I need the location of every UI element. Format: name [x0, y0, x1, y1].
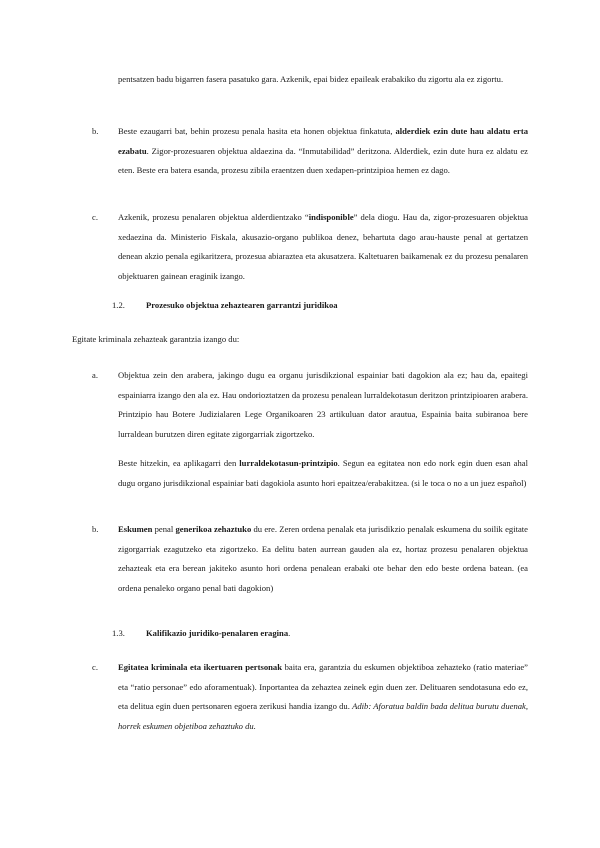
- section-heading-1-2: [112, 298, 338, 312]
- paragraph-a-note: Beste hitzekin, ea aplikagarri den lurraldekotasun-printzipio. Segun ea egitatea non edo nork egin duen esan ahal dugu organo jurisdikzional espainiar bati dagokiola asunto hori epaitzea/erabakitzea. (si le toca o no a un juez español): [118, 458, 528, 488]
- paragraph-continuation: pentsatzen badu bigarren fasera pasatuko gara. Azkenik, epai bidez epaileak erabakiko du zigortu ala ez zigortu.: [118, 74, 504, 84]
- list-marker-c: c.: [92, 212, 98, 222]
- section-number: 1.3.: [112, 628, 125, 638]
- paragraph-b-inmutabilidad: Beste ezaugarri bat, behin prozesu penala hasita eta honen objektua finkatuta, alderdiek ezin dute hau aldatu erta ezabatu. Zigor-prozesuaren objektua aldaezina da. “Inmutabilidad” deritzona. Alderdiek, ezin dute hura ez aldatu ez eten. Beste era batera esanda, prozesu zibila eraentzen duen xedapen-printzipioa hemen ez dago.: [118, 126, 528, 175]
- section-title: Kalifikazio juridiko-penalaren eragina: [146, 628, 289, 638]
- paragraph-c-kalifikazio: Egitatea kriminala eta ikertuaren pertsonak baita era, garantzia du eskumen objektiboa zehazteko (ratio materiae” eta “ratio personae” edo aforamentuak). Inportantea da zehaztea zeinek egin duen zer. Delituaren sendotasuna edo ez, eta delitua egin duen pertsonaren egoera zerikusi handia izango du. Adib: Aforatua baldin bada delitua burutu duenak, horrek eskumen objetiboa zehaztuko du.: [118, 662, 528, 731]
- list-marker-b-2: b.: [92, 524, 99, 534]
- intro-line: Egitate kriminala zehazteak garantzia izango du:: [72, 334, 240, 344]
- section-number: 1.2.: [112, 300, 125, 310]
- list-marker-c-2: c.: [92, 662, 98, 672]
- section-heading-1-3: 1.3. Kalifikazio juridiko-penalaren eragina.: [112, 628, 291, 638]
- paragraph-a-lurraldekotasun: Objektua zein den arabera, jakingo dugu ea organu jurisdikzional espainiar bati dagokion ala ez; hau da, epaitegi espainiarra izango den ala ez. Hau ondorioztatzen da prozesu penalean lurraldekotasun deritzon printzipioaren arabera. Printzipio hau Botere Judizialaren Lege Organikoaren 23 artikuluan dator arautua, Espainia baita subiranoa bere lurraldean burutzen diren egitate zigorgarriak zigortzeko.: [118, 370, 528, 439]
- paragraph-b-eskumen: Eskumen penal generikoa zehaztuko du ere. Zeren ordena penalak eta jurisdikzio penalak eskumena du soilik egitate zigorgarriak ezagutzeko eta zigortzeko. Ea delitu baten aurrean gauden ala ez, hortaz prozesu penalaren objektua zehazteak eta era berean jakiteko asunto hori ordena penalean erabaki ote behar den edo beste ordena batean. (ea ordena penaleko organo penal bati dagokion): [118, 524, 528, 593]
- list-marker-a: a.: [92, 370, 98, 380]
- paragraph-c-indisponible: Azkenik, prozesu penalaren objektua alderdientzako “indisponible” dela diogu. Hau da, zigor-prozesuaren objektua xedaezina da. Ministerio Fiskala, akusazio-organo publikoa denez, behartuta dago arau-hauste penal at gertatzen denean akzio penala egikaritzera, prozesua abiaraztea eta akusatzera. Kaltetuaren baikamenak ez du prozesu penalaren objektuaren gainean eraginik izango.: [118, 212, 528, 281]
- list-marker-b: b.: [92, 126, 99, 136]
- section-title: Prozesuko objektua zehaztearen garrantzi juridikoa: [146, 300, 338, 310]
